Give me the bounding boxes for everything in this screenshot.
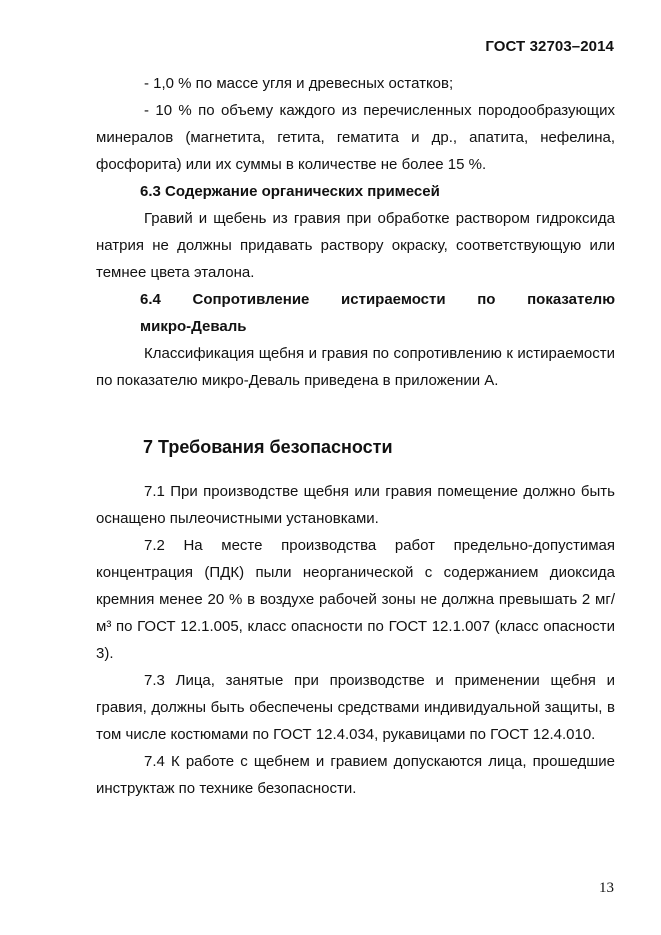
- section-7-4: 7.4 К работе с щебнем и гравием допускаются лица, прошедшие инструктаж по технике безопасности.: [96, 753, 615, 797]
- body-upper: [96, 70, 615, 394]
- section-6-3-heading: 6.3 Содержание органических примесей: [140, 183, 440, 200]
- section-7-1: 7.1 При производстве щебня или гравия помещение должно быть оснащено пылеочистными установками.: [96, 483, 615, 527]
- section-6-4-text: Классификация щебня и гравия по сопротивлению к истираемости по показателю микро-Деваль приведена в приложении А.: [96, 345, 615, 389]
- section-6-4-heading: 6.4 Сопротивление истираемости по показателю: [140, 291, 615, 308]
- section-7-2: 7.2 На месте производства работ предельно-допустимая концентрация (ПДК) пыли неорганической с содержанием диоксида кремния менее 20 % в воздухе рабочей зоны не должна превышать 2 мг/м³ по ГОСТ 12.1.005, класс опасности по ГОСТ 12.1.007 (класс опасности 3).: [96, 537, 615, 662]
- section-6-3-text: Гравий и щебень из гравия при обработке раствором гидроксида натрия не должны придавать раствору окраску, соответствующую или темнее цвета эталона.: [96, 210, 615, 281]
- section-7-title-block: [96, 434, 615, 461]
- section-7-3: 7.3 Лица, занятые при производстве и применении щебня и гравия, должны быть обеспечены средствами индивидуальной защиты, в том числе костюмами по ГОСТ 12.4.034, рукавицами по ГОСТ 12.4.010.: [96, 672, 615, 743]
- page-number: 13: [599, 880, 614, 896]
- section-6-4-heading-continued: микро-Деваль: [140, 318, 247, 335]
- list-item: - 10 % по объему каждого из перечисленных породообразующих минералов (магнетита, гетита, гематита и др., апатита, нефелина, фосфорита) или их суммы в количестве не более 15 %.: [96, 102, 615, 173]
- document-number-header: ГОСТ 32703–2014: [485, 38, 614, 55]
- section-7-title: 7 Требования безопасности: [143, 437, 393, 457]
- list-item: - 1,0 % по массе угля и древесных остатков;: [144, 75, 454, 92]
- section-7-body: [96, 478, 615, 802]
